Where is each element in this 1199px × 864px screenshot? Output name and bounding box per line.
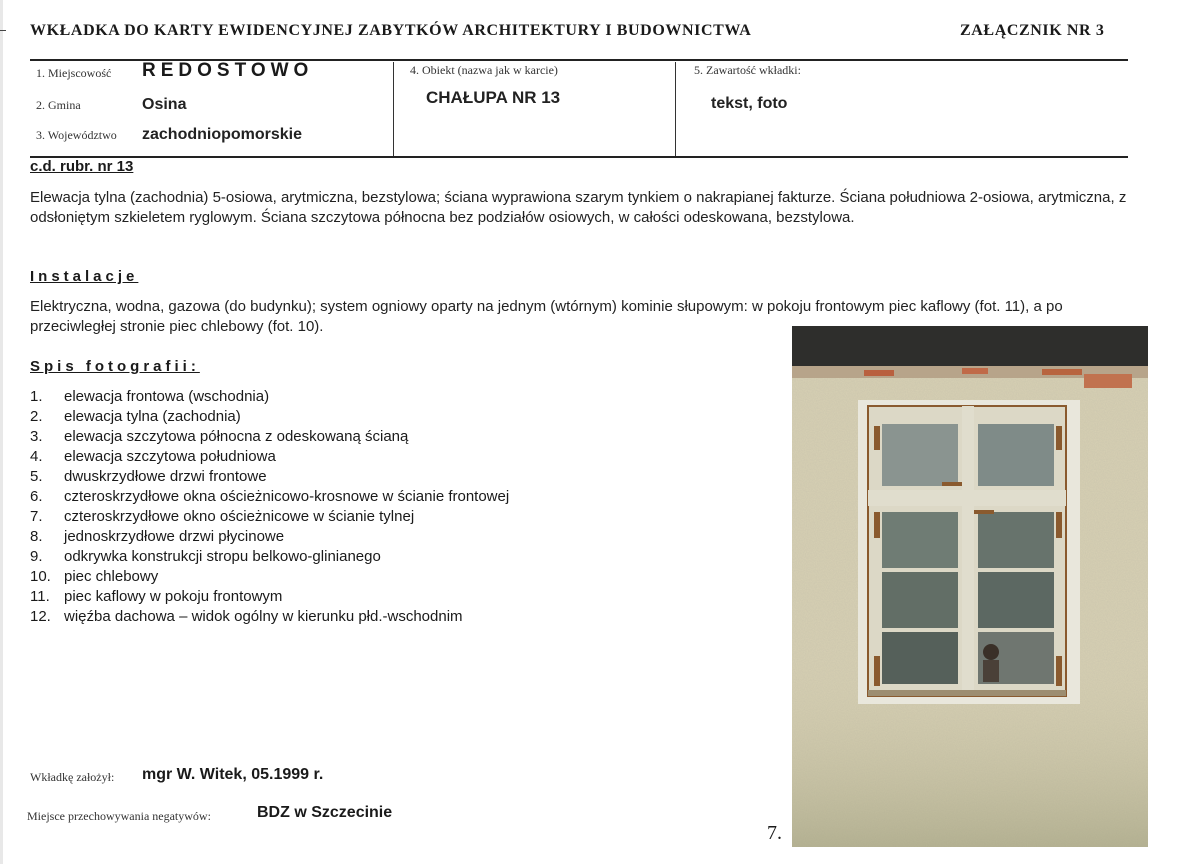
continuation-title: c.d. rubr. nr 13 (30, 158, 134, 175)
window-photo (792, 326, 1148, 847)
photo-list-item-text: elewacja szczytowa północna z odeskowaną ścianą (64, 428, 409, 445)
photo-list-item (30, 527, 770, 547)
photo-list-item (30, 567, 770, 587)
photo-list-item (30, 607, 770, 627)
photo-list (30, 387, 770, 627)
photo-list-item-number: 9. (30, 548, 43, 565)
photo-list-item-text: czteroskrzydłowe okno ościeżnicowe w ścianie tylnej (64, 508, 415, 525)
photo-list-item-text: czteroskrzydłowe okna ościeżnicowo-krosnowe w ścianie frontowej (64, 488, 510, 505)
photo-number-mark: 7. (767, 822, 782, 844)
storage-value: BDZ w Szczecinie (257, 804, 393, 821)
photo-list-item-number: 12. (30, 608, 51, 625)
continuation-text: Elewacja tylna (zachodnia) 5-osiowa, arytmiczna, bezstylowa; ściana wyprawiona szarym tynkiem o nakrapianej fakturze. Ściana południowa 2-osiowa, arytmiczna, z odsłoniętym szkieletem ryglowym. Ściana szczytowa północna bez podziałów osiowych, w całości odeskowana, bezstylowa. (30, 189, 1127, 226)
photo-list-item-number: 6. (30, 488, 43, 505)
photo-list-item (30, 507, 770, 527)
photo-list-item-text: dwuskrzydłowe drzwi frontowe (64, 468, 267, 485)
photo-list-item (30, 387, 770, 407)
commune-value: Osina (142, 96, 187, 113)
storage-label: Miejsce przechowywania negatywów: (27, 809, 211, 823)
photo-list-item-number: 2. (30, 408, 43, 425)
column-divider-1 (393, 62, 394, 157)
locality-label: 1. Miejscowość (36, 66, 112, 80)
author-value: mgr W. Witek, 05.1999 r. (142, 766, 324, 783)
photo-list-item (30, 487, 770, 507)
photo-list-item-text: jednoskrzydłowe drzwi płycinowe (64, 528, 285, 545)
photo-list-item (30, 407, 770, 427)
photo-list-item-text: odkrywka konstrukcji stropu belkowo-glinianego (64, 548, 381, 565)
photo-list-item-text: piec kaflowy w pokoju frontowym (64, 588, 283, 605)
photo-list-item (30, 467, 770, 487)
photo-list-item (30, 587, 770, 607)
installations-text: Elektryczna, wodna, gazowa (do budynku); system ogniowy oparty na jednym (wtórnym) kominie słupowym: w pokoju frontowym piec kaflowy (fot. 11), a po przeciwległej stronie piec chlebowy (fot. 10). (30, 298, 1063, 335)
commune-label: 2. Gmina (36, 98, 81, 112)
document-title: WKŁADKA DO KARTY EWIDENCYJNEJ ZABYTKÓW ARCHITEKTURY I BUDOWNICTWA (30, 22, 752, 39)
photo-list-item-text: elewacja frontowa (wschodnia) (64, 388, 270, 405)
photo-list-item-number: 5. (30, 468, 43, 485)
photo-list-item-number: 8. (30, 528, 43, 545)
fields-divider (30, 156, 1128, 158)
photo-list-title: Spis fotografii: (30, 358, 200, 375)
contents-label: 5. Zawartość wkładki: (694, 63, 801, 77)
photo-list-item-text: piec chlebowy (64, 568, 159, 585)
photo-list-item-number: 10. (30, 568, 51, 585)
photo-list-item-number: 4. (30, 448, 43, 465)
photo-list-item-text: elewacja tylna (zachodnia) (64, 408, 241, 425)
province-label: 3. Województwo (36, 128, 117, 142)
window-photo-drawing (792, 326, 1148, 847)
photo-list-item-text: elewacja szczytowa południowa (64, 448, 276, 465)
photo-list-item-number: 3. (30, 428, 43, 445)
installations-title: Instalacje (30, 268, 139, 285)
scan-mark (0, 30, 6, 31)
photo-list-item-number: 1. (30, 388, 43, 405)
contents-value: tekst, foto (711, 95, 788, 112)
photo-list-item-text: więźba dachowa – widok ogólny w kierunku płd.-wschodnim (64, 608, 463, 625)
photo-list-item-number: 11. (30, 588, 50, 605)
attachment-number: ZAŁĄCZNIK NR 3 (960, 22, 1105, 39)
province-value: zachodniopomorskie (142, 126, 303, 143)
photo-list-item (30, 427, 770, 447)
author-label: Wkładkę założył: (30, 770, 115, 784)
photo-list-item-number: 7. (30, 508, 43, 525)
scan-edge (0, 0, 3, 864)
locality-value: REDOSTOWO (142, 60, 314, 81)
photo-list-item (30, 447, 770, 467)
object-value: CHAŁUPA NR 13 (426, 88, 561, 107)
object-label: 4. Obiekt (nazwa jak w karcie) (410, 63, 558, 77)
photo-list-item (30, 547, 770, 567)
column-divider-2 (675, 62, 676, 157)
